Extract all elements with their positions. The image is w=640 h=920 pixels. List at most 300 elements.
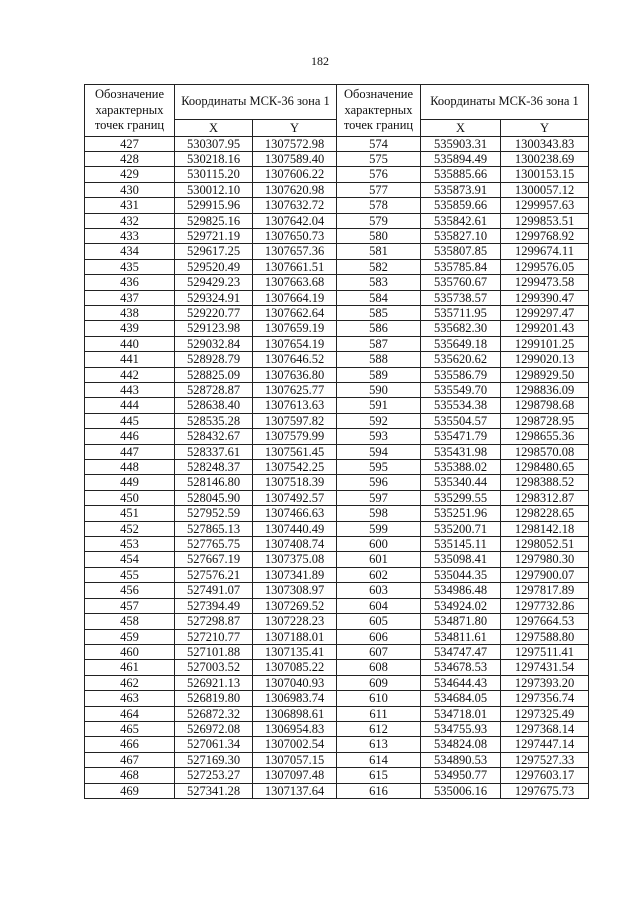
cell-y-right: 1298655.36 [501, 429, 589, 444]
coordinates-table [84, 84, 589, 799]
cell-y-left: 1307650.73 [253, 228, 337, 243]
cell-point-right: 607 [337, 644, 421, 659]
table-row [85, 336, 589, 351]
cell-y-right: 1299201.43 [501, 321, 589, 336]
cell-y-right: 1297664.53 [501, 614, 589, 629]
cell-y-left: 1307642.04 [253, 213, 337, 228]
cell-x-left: 528248.37 [175, 460, 253, 475]
cell-x-left: 527003.52 [175, 660, 253, 675]
cell-y-right: 1299473.58 [501, 275, 589, 290]
cell-point-left: 429 [85, 167, 175, 182]
cell-x-right: 535620.62 [421, 352, 501, 367]
cell-y-right: 1297527.33 [501, 752, 589, 767]
cell-point-left: 441 [85, 352, 175, 367]
cell-x-right: 534824.08 [421, 737, 501, 752]
cell-y-right: 1299576.05 [501, 259, 589, 274]
cell-x-left: 529220.77 [175, 305, 253, 320]
cell-x-left: 529825.16 [175, 213, 253, 228]
cell-y-left: 1307002.54 [253, 737, 337, 752]
cell-y-left: 1307341.89 [253, 567, 337, 582]
table-row [85, 506, 589, 521]
cell-point-right: 599 [337, 521, 421, 536]
cell-point-right: 616 [337, 783, 421, 798]
cell-y-right: 1297447.14 [501, 737, 589, 752]
header-y-left: Y [253, 119, 337, 136]
table-row [85, 537, 589, 552]
cell-point-left: 462 [85, 675, 175, 690]
cell-y-left: 1307620.98 [253, 182, 337, 197]
cell-x-right: 535044.35 [421, 567, 501, 582]
cell-y-right: 1297675.73 [501, 783, 589, 798]
cell-y-left: 1307440.49 [253, 521, 337, 536]
cell-point-right: 610 [337, 691, 421, 706]
cell-point-right: 575 [337, 151, 421, 166]
cell-y-left: 1307662.64 [253, 305, 337, 320]
cell-y-left: 1307492.57 [253, 490, 337, 505]
cell-point-left: 464 [85, 706, 175, 721]
table-row [85, 552, 589, 567]
table-row [85, 691, 589, 706]
cell-x-left: 527061.34 [175, 737, 253, 752]
cell-x-right: 534755.93 [421, 721, 501, 736]
cell-point-right: 603 [337, 583, 421, 598]
cell-y-right: 1298929.50 [501, 367, 589, 382]
cell-point-left: 452 [85, 521, 175, 536]
cell-y-left: 1307632.72 [253, 198, 337, 213]
cell-x-left: 527169.30 [175, 752, 253, 767]
cell-point-right: 590 [337, 383, 421, 398]
cell-point-right: 583 [337, 275, 421, 290]
cell-x-left: 528638.40 [175, 398, 253, 413]
cell-x-right: 534950.77 [421, 768, 501, 783]
cell-point-left: 439 [85, 321, 175, 336]
cell-point-left: 466 [85, 737, 175, 752]
cell-point-right: 579 [337, 213, 421, 228]
cell-y-left: 1306898.61 [253, 706, 337, 721]
cell-y-left: 1307561.45 [253, 444, 337, 459]
cell-y-left: 1306954.83 [253, 721, 337, 736]
cell-x-left: 529123.98 [175, 321, 253, 336]
cell-y-left: 1307572.98 [253, 136, 337, 151]
cell-x-left: 527491.07 [175, 583, 253, 598]
cell-x-left: 527667.19 [175, 552, 253, 567]
cell-y-right: 1300238.69 [501, 151, 589, 166]
cell-point-right: 593 [337, 429, 421, 444]
cell-x-left: 528337.61 [175, 444, 253, 459]
cell-point-left: 436 [85, 275, 175, 290]
cell-y-right: 1300343.83 [501, 136, 589, 151]
cell-point-right: 584 [337, 290, 421, 305]
cell-x-right: 535431.98 [421, 444, 501, 459]
cell-x-right: 535388.02 [421, 460, 501, 475]
cell-y-right: 1297511.41 [501, 644, 589, 659]
cell-x-right: 535859.66 [421, 198, 501, 213]
cell-y-left: 1307097.48 [253, 768, 337, 783]
cell-point-left: 435 [85, 259, 175, 274]
table-row [85, 290, 589, 305]
cell-y-right: 1298228.65 [501, 506, 589, 521]
cell-point-left: 461 [85, 660, 175, 675]
table-row [85, 305, 589, 320]
table-row [85, 768, 589, 783]
cell-point-right: 613 [337, 737, 421, 752]
cell-point-right: 612 [337, 721, 421, 736]
table-row [85, 367, 589, 382]
page-number: 182 [311, 54, 329, 68]
header-x-right: X [421, 119, 501, 136]
cell-y-left: 1307657.36 [253, 244, 337, 259]
table-row [85, 490, 589, 505]
table-row [85, 413, 589, 428]
cell-x-right: 534718.01 [421, 706, 501, 721]
cell-x-left: 528535.28 [175, 413, 253, 428]
cell-x-right: 535098.41 [421, 552, 501, 567]
table-row [85, 398, 589, 413]
header-x-left: X [175, 119, 253, 136]
cell-y-left: 1307663.68 [253, 275, 337, 290]
cell-point-right: 614 [337, 752, 421, 767]
table-row [85, 460, 589, 475]
cell-x-left: 527341.28 [175, 783, 253, 798]
cell-point-right: 600 [337, 537, 421, 552]
cell-point-left: 445 [85, 413, 175, 428]
cell-y-right: 1300057.12 [501, 182, 589, 197]
cell-point-left: 433 [85, 228, 175, 243]
cell-x-right: 535649.18 [421, 336, 501, 351]
cell-x-right: 534871.80 [421, 614, 501, 629]
cell-point-left: 454 [85, 552, 175, 567]
cell-point-left: 458 [85, 614, 175, 629]
cell-y-left: 1307188.01 [253, 629, 337, 644]
table-row [85, 383, 589, 398]
cell-point-left: 467 [85, 752, 175, 767]
cell-x-left: 529324.91 [175, 290, 253, 305]
cell-y-left: 1307375.08 [253, 552, 337, 567]
cell-x-left: 527765.75 [175, 537, 253, 552]
cell-point-left: 432 [85, 213, 175, 228]
cell-x-right: 535006.16 [421, 783, 501, 798]
cell-y-right: 1300153.15 [501, 167, 589, 182]
cell-x-left: 528045.90 [175, 490, 253, 505]
cell-x-left: 527298.87 [175, 614, 253, 629]
table-row [85, 182, 589, 197]
cell-point-left: 427 [85, 136, 175, 151]
table-row [85, 567, 589, 582]
cell-y-right: 1299853.51 [501, 213, 589, 228]
cell-y-left: 1307579.99 [253, 429, 337, 444]
cell-x-right: 535711.95 [421, 305, 501, 320]
cell-y-right: 1298480.65 [501, 460, 589, 475]
cell-x-right: 534747.47 [421, 644, 501, 659]
cell-y-right: 1297980.30 [501, 552, 589, 567]
cell-y-left: 1307308.97 [253, 583, 337, 598]
cell-point-right: 598 [337, 506, 421, 521]
cell-y-right: 1298312.87 [501, 490, 589, 505]
cell-y-right: 1297900.07 [501, 567, 589, 582]
cell-y-left: 1307466.63 [253, 506, 337, 521]
cell-x-right: 535200.71 [421, 521, 501, 536]
cell-y-right: 1299297.47 [501, 305, 589, 320]
header-coords-label-left: Координаты МСК-36 зона 1 [175, 85, 337, 120]
cell-y-left: 1307135.41 [253, 644, 337, 659]
cell-y-right: 1297393.20 [501, 675, 589, 690]
cell-y-left: 1307625.77 [253, 383, 337, 398]
cell-point-left: 468 [85, 768, 175, 783]
table-row [85, 583, 589, 598]
cell-point-left: 447 [85, 444, 175, 459]
cell-y-left: 1307269.52 [253, 598, 337, 613]
cell-y-right: 1299768.92 [501, 228, 589, 243]
cell-y-left: 1307613.63 [253, 398, 337, 413]
cell-point-right: 604 [337, 598, 421, 613]
cell-point-left: 446 [85, 429, 175, 444]
cell-y-right: 1298836.09 [501, 383, 589, 398]
cell-y-left: 1307597.82 [253, 413, 337, 428]
cell-y-right: 1297817.89 [501, 583, 589, 598]
cell-x-right: 535504.57 [421, 413, 501, 428]
table-row [85, 167, 589, 182]
cell-y-left: 1307085.22 [253, 660, 337, 675]
cell-point-right: 588 [337, 352, 421, 367]
cell-x-left: 528146.80 [175, 475, 253, 490]
cell-point-left: 428 [85, 151, 175, 166]
cell-point-right: 587 [337, 336, 421, 351]
cell-x-left: 529429.23 [175, 275, 253, 290]
cell-y-right: 1297732.86 [501, 598, 589, 613]
table-row [85, 151, 589, 166]
cell-y-left: 1307636.80 [253, 367, 337, 382]
table-row [85, 675, 589, 690]
header-point-label-right: Обозначение характерных точек границ [337, 85, 421, 137]
cell-point-left: 444 [85, 398, 175, 413]
cell-x-left: 526921.13 [175, 675, 253, 690]
cell-point-right: 585 [337, 305, 421, 320]
cell-y-left: 1307542.25 [253, 460, 337, 475]
cell-y-right: 1299020.13 [501, 352, 589, 367]
cell-x-left: 528928.79 [175, 352, 253, 367]
cell-x-left: 530218.16 [175, 151, 253, 166]
cell-point-left: 431 [85, 198, 175, 213]
cell-point-right: 578 [337, 198, 421, 213]
cell-point-right: 606 [337, 629, 421, 644]
cell-x-left: 529915.96 [175, 198, 253, 213]
cell-x-right: 534924.02 [421, 598, 501, 613]
table-row [85, 259, 589, 274]
cell-y-right: 1298142.18 [501, 521, 589, 536]
cell-x-right: 535145.11 [421, 537, 501, 552]
cell-point-left: 434 [85, 244, 175, 259]
table-row [85, 752, 589, 767]
cell-x-left: 528432.67 [175, 429, 253, 444]
cell-x-left: 530115.20 [175, 167, 253, 182]
cell-y-right: 1299390.47 [501, 290, 589, 305]
cell-x-right: 535251.96 [421, 506, 501, 521]
cell-x-right: 535807.85 [421, 244, 501, 259]
table-row [85, 321, 589, 336]
cell-x-left: 527253.27 [175, 768, 253, 783]
cell-y-left: 1307408.74 [253, 537, 337, 552]
cell-point-right: 574 [337, 136, 421, 151]
table-row [85, 737, 589, 752]
cell-x-left: 527210.77 [175, 629, 253, 644]
cell-point-right: 597 [337, 490, 421, 505]
cell-x-left: 527576.21 [175, 567, 253, 582]
table-body [85, 136, 589, 798]
cell-point-left: 459 [85, 629, 175, 644]
cell-x-right: 534986.48 [421, 583, 501, 598]
cell-x-right: 534678.53 [421, 660, 501, 675]
cell-x-right: 535586.79 [421, 367, 501, 382]
cell-y-right: 1298728.95 [501, 413, 589, 428]
cell-y-right: 1298052.51 [501, 537, 589, 552]
table-row [85, 352, 589, 367]
cell-point-left: 451 [85, 506, 175, 521]
cell-point-left: 438 [85, 305, 175, 320]
header-y-right: Y [501, 119, 589, 136]
cell-point-left: 437 [85, 290, 175, 305]
cell-x-left: 527394.49 [175, 598, 253, 613]
cell-y-right: 1297431.54 [501, 660, 589, 675]
cell-x-right: 534811.61 [421, 629, 501, 644]
cell-x-right: 534890.53 [421, 752, 501, 767]
cell-y-right: 1297368.14 [501, 721, 589, 736]
cell-x-right: 534684.05 [421, 691, 501, 706]
cell-point-left: 442 [85, 367, 175, 382]
cell-point-right: 615 [337, 768, 421, 783]
cell-x-left: 529617.25 [175, 244, 253, 259]
cell-x-right: 535682.30 [421, 321, 501, 336]
table-row [85, 629, 589, 644]
cell-x-right: 535903.31 [421, 136, 501, 151]
cell-y-right: 1298798.68 [501, 398, 589, 413]
table-row [85, 706, 589, 721]
cell-x-right: 535894.49 [421, 151, 501, 166]
cell-x-right: 535827.10 [421, 228, 501, 243]
cell-point-right: 592 [337, 413, 421, 428]
table-row [85, 475, 589, 490]
cell-x-left: 527952.59 [175, 506, 253, 521]
table-row [85, 660, 589, 675]
cell-x-right: 535471.79 [421, 429, 501, 444]
header-coords-label-right: Координаты МСК-36 зона 1 [421, 85, 589, 120]
cell-y-right: 1299101.25 [501, 336, 589, 351]
table-row [85, 136, 589, 151]
cell-point-left: 449 [85, 475, 175, 490]
cell-y-left: 1307661.51 [253, 259, 337, 274]
cell-point-right: 580 [337, 228, 421, 243]
table-row [85, 444, 589, 459]
cell-point-right: 586 [337, 321, 421, 336]
cell-point-right: 605 [337, 614, 421, 629]
cell-point-left: 456 [85, 583, 175, 598]
cell-x-left: 527101.88 [175, 644, 253, 659]
cell-point-left: 440 [85, 336, 175, 351]
cell-y-left: 1306983.74 [253, 691, 337, 706]
cell-y-left: 1307646.52 [253, 352, 337, 367]
cell-point-right: 589 [337, 367, 421, 382]
cell-y-left: 1307518.39 [253, 475, 337, 490]
cell-y-left: 1307057.15 [253, 752, 337, 767]
cell-y-right: 1297603.17 [501, 768, 589, 783]
table-row [85, 521, 589, 536]
cell-y-left: 1307659.19 [253, 321, 337, 336]
cell-point-left: 455 [85, 567, 175, 582]
cell-point-left: 448 [85, 460, 175, 475]
cell-x-right: 535299.55 [421, 490, 501, 505]
table-row [85, 244, 589, 259]
table-row [85, 213, 589, 228]
cell-point-right: 581 [337, 244, 421, 259]
table-row [85, 429, 589, 444]
header-point-label-left: Обозначение характерных точек границ [85, 85, 175, 137]
cell-point-right: 608 [337, 660, 421, 675]
table-row [85, 198, 589, 213]
cell-point-right: 577 [337, 182, 421, 197]
cell-x-right: 535842.61 [421, 213, 501, 228]
cell-x-right: 535738.57 [421, 290, 501, 305]
cell-x-left: 526872.32 [175, 706, 253, 721]
cell-y-left: 1307664.19 [253, 290, 337, 305]
cell-y-right: 1298570.08 [501, 444, 589, 459]
cell-y-right: 1297325.49 [501, 706, 589, 721]
cell-point-right: 602 [337, 567, 421, 582]
cell-x-right: 535885.66 [421, 167, 501, 182]
cell-y-right: 1299674.11 [501, 244, 589, 259]
cell-x-left: 529721.19 [175, 228, 253, 243]
cell-point-left: 460 [85, 644, 175, 659]
cell-y-right: 1299957.63 [501, 198, 589, 213]
cell-y-left: 1307589.40 [253, 151, 337, 166]
cell-y-right: 1298388.52 [501, 475, 589, 490]
cell-point-right: 595 [337, 460, 421, 475]
cell-x-right: 535534.38 [421, 398, 501, 413]
cell-point-right: 582 [337, 259, 421, 274]
cell-x-right: 535340.44 [421, 475, 501, 490]
cell-x-left: 528728.87 [175, 383, 253, 398]
table-row [85, 275, 589, 290]
cell-point-right: 609 [337, 675, 421, 690]
cell-y-right: 1297588.80 [501, 629, 589, 644]
cell-x-left: 529032.84 [175, 336, 253, 351]
cell-point-right: 594 [337, 444, 421, 459]
cell-y-right: 1297356.74 [501, 691, 589, 706]
cell-x-left: 529520.49 [175, 259, 253, 274]
cell-point-left: 453 [85, 537, 175, 552]
table-row [85, 721, 589, 736]
cell-point-right: 596 [337, 475, 421, 490]
cell-y-left: 1307228.23 [253, 614, 337, 629]
cell-point-left: 443 [85, 383, 175, 398]
cell-x-right: 535785.84 [421, 259, 501, 274]
table-row [85, 598, 589, 613]
cell-x-left: 526819.80 [175, 691, 253, 706]
cell-point-left: 463 [85, 691, 175, 706]
table-row [85, 614, 589, 629]
cell-x-left: 528825.09 [175, 367, 253, 382]
cell-x-left: 526972.08 [175, 721, 253, 736]
cell-point-left: 450 [85, 490, 175, 505]
cell-point-right: 601 [337, 552, 421, 567]
cell-point-left: 465 [85, 721, 175, 736]
cell-y-left: 1307654.19 [253, 336, 337, 351]
cell-y-left: 1307040.93 [253, 675, 337, 690]
table-row [85, 783, 589, 798]
cell-point-left: 457 [85, 598, 175, 613]
cell-x-left: 530012.10 [175, 182, 253, 197]
cell-point-right: 576 [337, 167, 421, 182]
cell-y-left: 1307606.22 [253, 167, 337, 182]
cell-y-left: 1307137.64 [253, 783, 337, 798]
